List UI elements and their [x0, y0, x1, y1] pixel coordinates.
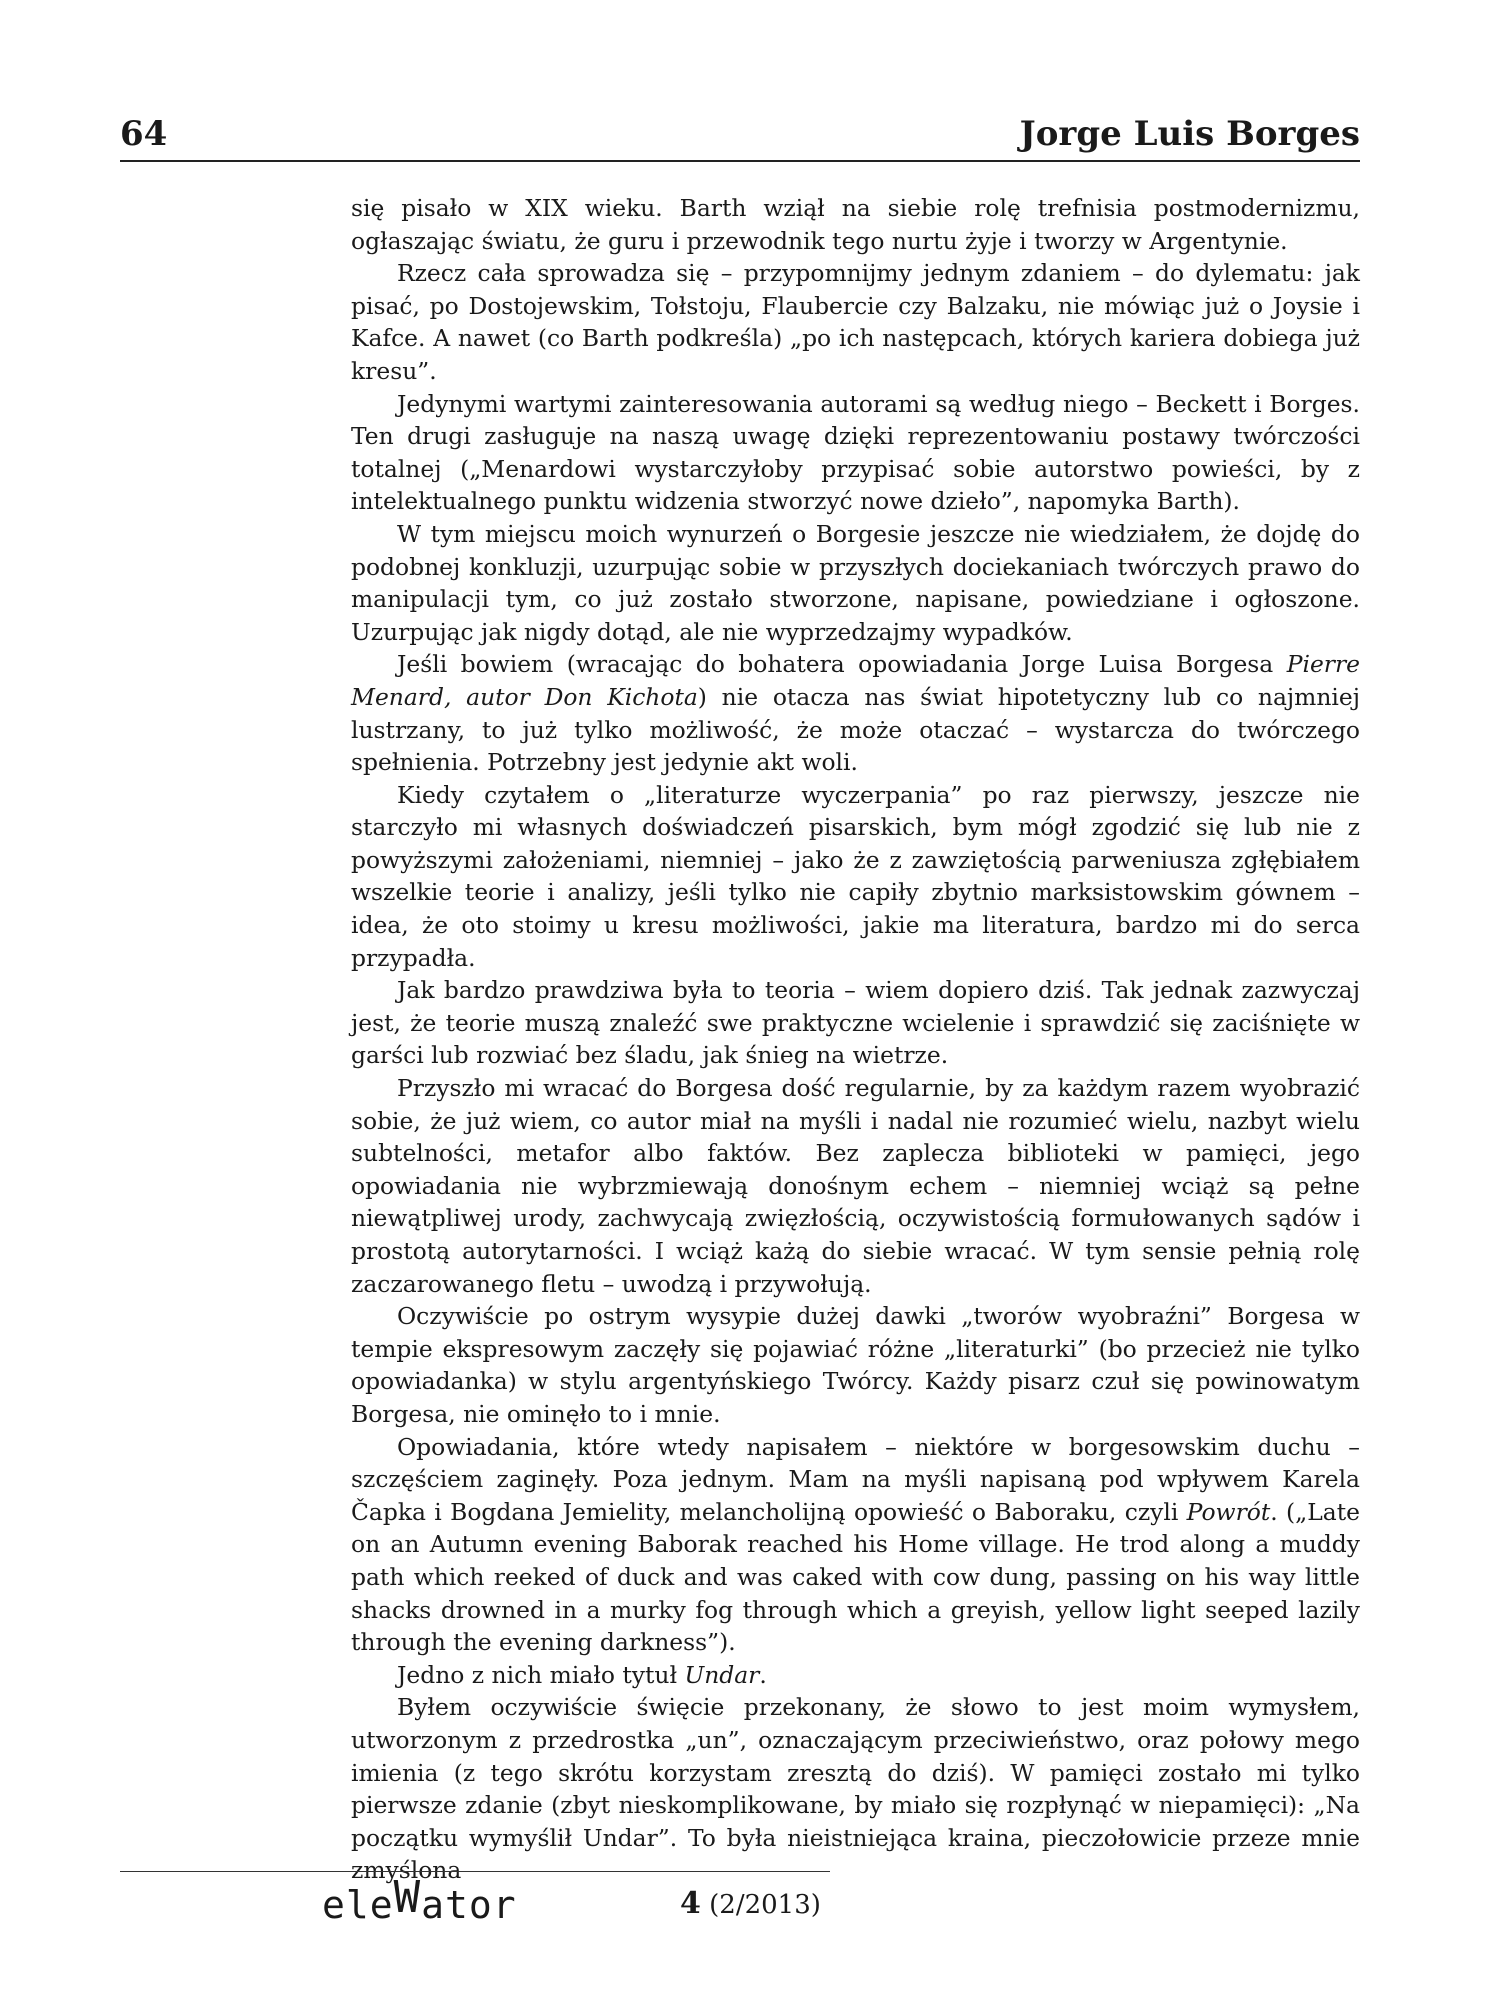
paragraph: Jedynymi wartymi zainteresowania autorami są według niego – Beckett i Borges. Ten drugi zasługuje na naszą uwagę dzięki reprezentowaniu postawy twórczości totalnej („Menardowi wystarczyłoby przypisać sobie autorstwo powieści, by z intelektualnego punktu widzenia stworzyć nowe dzieło”, napomyka Barth).: [351, 389, 1360, 516]
story-title: Pierre Menard, autor Don Kichota: [351, 650, 1360, 711]
issue-info: [680, 1884, 821, 1925]
story-title: Undar: [684, 1660, 760, 1689]
footer-rule: [120, 1871, 830, 1872]
paragraph-text: Jedno z nich miało tytuł: [397, 1660, 685, 1689]
paragraph: Oczywiście po ostrym wysypie dużej dawki „tworów wyobraźni” Borgesa w tempie ekspresowym zaczęły się pojawiać różne „literaturki” (bo przecież nie tylko opowiadanka) w stylu argentyńskiego Twórcy. Każdy pisarz czuł się powinowatym Borgesa, nie ominęło to i mnie.: [351, 1302, 1360, 1428]
paragraph: Kiedy czytałem o „literaturze wyczerpania” po raz pierwszy, jeszcze nie starczyło mi własnych doświadczeń pisarskich, bym mógł zgodzić się lub nie z powyższymi założeniami, niemniej – jako że z zawziętością parweniusza zgłębiałem wszelkie teorie i analizy, jeśli tylko nie capiły zbytnio marksistowskim gównem – idea, że oto stoimy u kresu możliwości, jakie ma literatura, bardzo mi do serca przypadła.: [351, 780, 1360, 972]
paragraph: Rzecz cała sprowadza się – przypomnijmy jednym zdaniem – do dylematu: jak pisać, po Dostojewskim, Tołstoju, Flaubercie czy Balzaku, nie mówiąc już o Joysie i Kafce. A nawet (co Barth podkreśla) „po ich następcach, których kariera dobiega już kresu”.: [351, 259, 1360, 385]
page-number: 64: [120, 114, 168, 154]
article-body: [351, 192, 1360, 1887]
logo-text: ele: [322, 1883, 394, 1927]
paragraph: Byłem oczywiście święcie przekonany, że słowo to jest moim wymysłem, utworzonym z przedrostka „un”, oznaczającym przeciwieństwo, oraz połowy mego imienia (z tego skrótu korzystam zresztą do dziś). W pamięci zostało mi tylko pierwsze zdanie (zbyt nieskomplikowane, by miało się rozpłynąć w niepamięci): „Na początku wymyślił Undar”. To była nieistniejąca kraina, pieczołowicie przeze mnie zmyślona: [351, 1693, 1360, 1885]
paragraph: W tym miejscu moich wynurzeń o Borgesie jeszcze nie wiedziałem, że dojdę do podobnej konkluzji, uzurpując sobie w przyszłych dociekaniach twórczych prawo do manipulacji tym, co już zostało stworzone, napisane, powiedziane i ogłoszone. Uzurpując jak nigdy dotąd, ale nie wyprzedzajmy wypadków.: [351, 519, 1360, 646]
logo-text: W: [393, 1872, 422, 1923]
issue-number: 4: [680, 1886, 701, 1921]
paragraph: Przyszło mi wracać do Borgesa dość regularnie, by za każdym razem wyobrazić sobie, że już wiem, co autor miał na myśli i nadal nie rozumieć wielu, nazbyt wielu subtelności, metafor albo faktów. Bez zaplecza biblioteki w pamięci, jego opowiadania nie wybrzmiewają donośnym echem – niemniej wciąż są pełne niewątpliwej urody, zachwycają zwięzłością, oczywistością formułowanych sądów i prostotą autorytarności. I wciąż każą do siebie wracać. W tym sensie pełnią rolę zaczarowanego fletu – uwodzą i przywołują.: [351, 1074, 1360, 1298]
paragraph-text: . („Late on an Autumn evening Baborak reached his Home village. He trod along a muddy path which reeked of duck and was caked with cow dung, passing on his way little shacks drowned in a murky fog through which a greyish, yellow light seeped lazily through the evening darkness”).: [351, 1497, 1360, 1657]
paragraph-text: Opowiadania, które wtedy napisałem – niektóre w borgesowskim duchu – szczęściem zaginęły. Poza jednym. Mam na myśli napisaną pod wpływem Karela Čapka i Bogdana Jemielity, melancholijną opowieść o Baboraku, czyli: [351, 1432, 1360, 1526]
magazine-logo: [322, 1872, 517, 1929]
page-header: [120, 112, 1360, 162]
paragraph-text: ) nie otacza nas świat hipotetyczny lub co najmniej lustrzany, to już tylko możliwość, że może otaczać – wystarcza do twórczego spełnienia. Potrzebny jest jedynie akt woli.: [351, 682, 1360, 777]
paragraph-text: Jeśli bowiem (wracając do bohatera opowiadania Jorge Luisa Borgesa: [397, 650, 1287, 679]
paragraph: się pisało w XIX wieku. Barth wziął na siebie rolę trefnisia postmodernizmu, ogłaszając światu, że guru i przewodnik tego nurtu żyje i tworzy w Argentynie.: [351, 194, 1360, 255]
running-title: Jorge Luis Borges: [1019, 114, 1360, 154]
issue-detail: (2/2013): [709, 1890, 821, 1920]
paragraph-text: .: [759, 1660, 767, 1689]
paragraph: [351, 1659, 1360, 1692]
story-title: Powrót: [1186, 1497, 1271, 1526]
paragraph: [351, 648, 1360, 778]
paragraph: [351, 1431, 1360, 1659]
logo-text: ator: [421, 1883, 517, 1927]
paragraph: Jak bardzo prawdziwa była to teoria – wiem dopiero dziś. Tak jednak zazwyczaj jest, że teorie muszą znaleźć swe praktyczne wcielenie i sprawdzić się zaciśnięte w garści lub rozwiać bez śladu, jak śnieg na wietrze.: [351, 976, 1360, 1070]
